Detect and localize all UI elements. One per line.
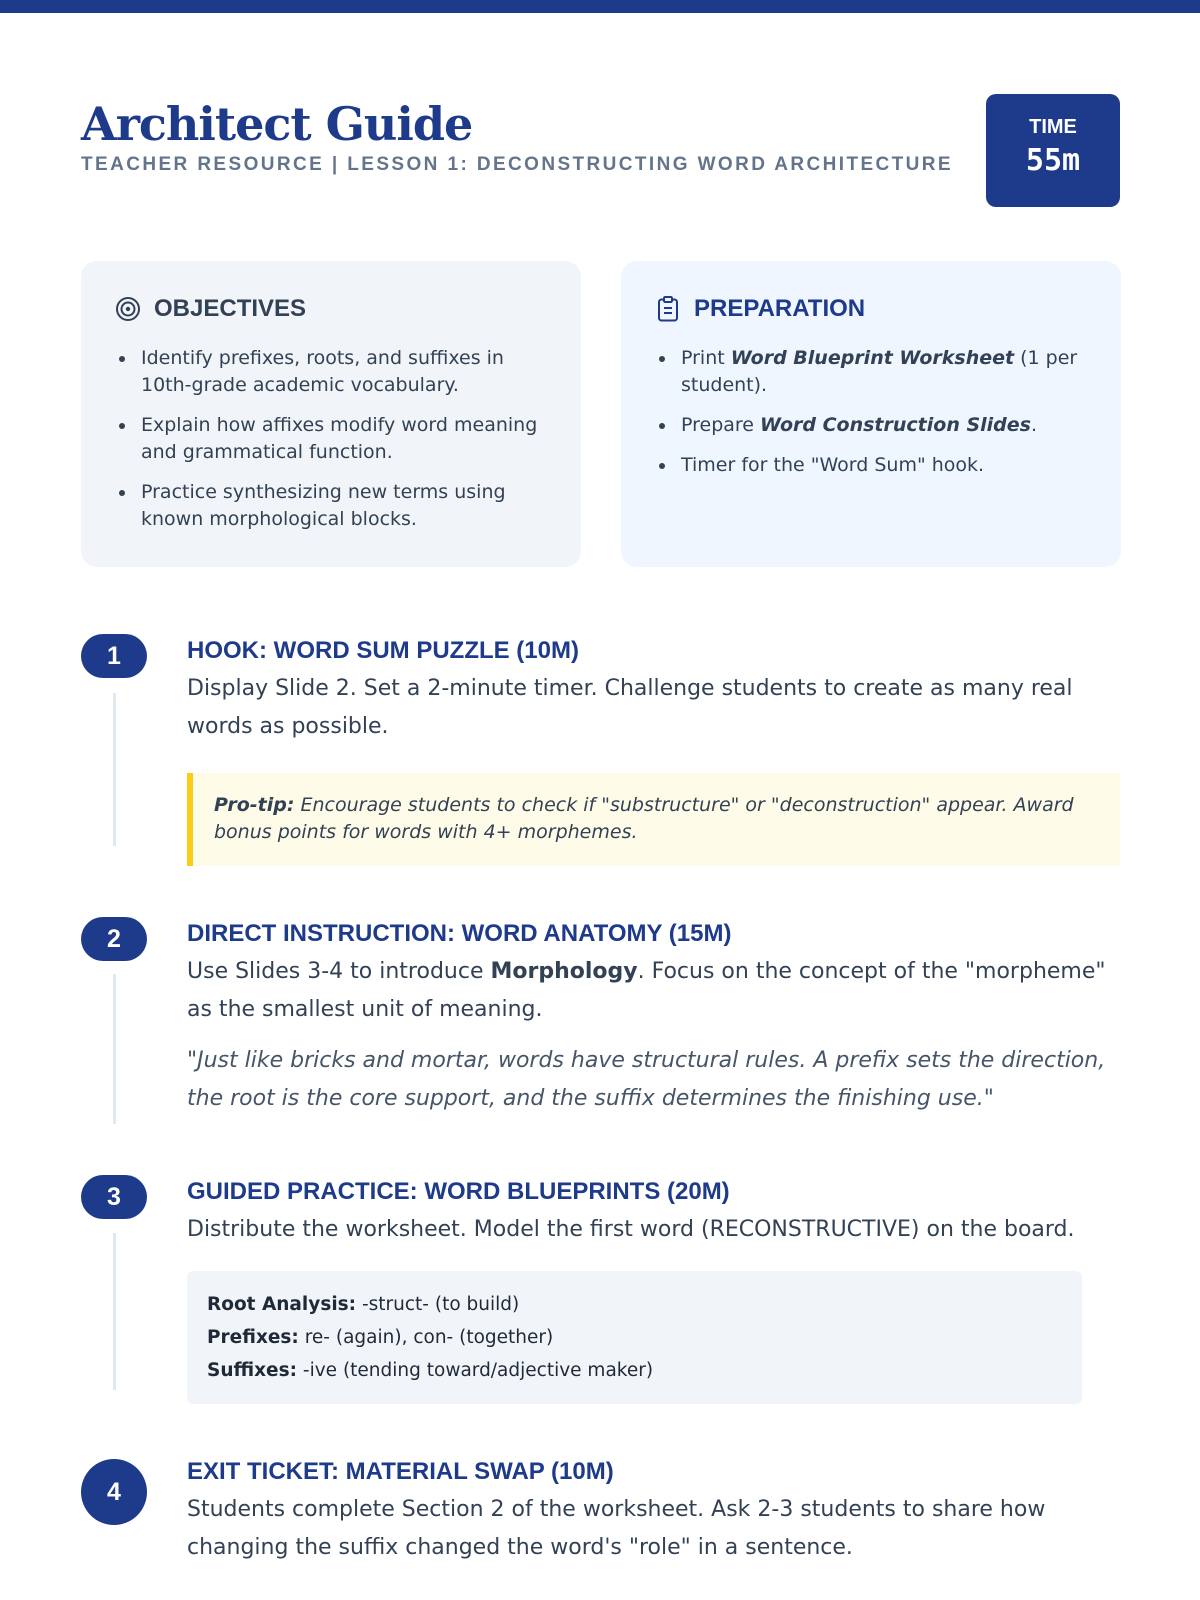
preparation-card xyxy=(621,261,1121,567)
analysis-line: Prefixes: re- (again), con- (together) xyxy=(207,1327,554,1348)
analysis-line: Suffixes: -ive (tending toward/adjective maker) xyxy=(207,1360,654,1381)
target-icon xyxy=(115,296,141,322)
objective-item: Explain how affixes modify word meaning and grammatical function. xyxy=(141,412,547,466)
step-text: Distribute the worksheet. Model the first word (RECONSTRUCTIVE) on the board. xyxy=(187,1217,1075,1242)
time-label: TIME xyxy=(1029,116,1077,138)
word-analysis-box xyxy=(187,1271,1082,1404)
page-header xyxy=(81,92,1120,207)
step-text: Display Slide 2. Set a 2-minute timer. Challenge students to create as many real words as possible. xyxy=(187,676,1073,739)
objective-item: Practice synthesizing new terms using known morphological blocks. xyxy=(141,479,547,533)
step-text: Use Slides 3-4 to introduce Morphology. Focus on the concept of the "morpheme" as the smallest unit of meaning. xyxy=(187,959,1106,1022)
preparation-item: Print Word Blueprint Worksheet (1 per student). xyxy=(681,345,1087,399)
time-badge xyxy=(986,94,1120,207)
analysis-line: Root Analysis: -struct- (to build) xyxy=(207,1294,520,1315)
page-subtitle: TEACHER RESOURCE | LESSON 1: DECONSTRUCTING WORD ARCHITECTURE xyxy=(81,154,953,175)
step-number: 2 xyxy=(81,917,147,961)
preparation-item: Timer for the "Word Sum" hook. xyxy=(681,452,1087,479)
preparation-item: Prepare Word Construction Slides. xyxy=(681,412,1087,439)
step-text: Students complete Section 2 of the worksheet. Ask 2-3 students to share how changing the suffix changed the word's "role" in a sentence. xyxy=(187,1497,1046,1560)
pro-tip-callout: Pro-tip: Encourage students to check if "substructure" or "deconstruction" appear. Award bonus points for words with 4+ morphemes. xyxy=(187,773,1120,866)
step-title: EXIT TICKET: MATERIAL SWAP (10M) xyxy=(187,1458,614,1485)
objectives-list xyxy=(115,345,547,533)
step-connector xyxy=(113,974,116,1124)
preparation-title: PREPARATION xyxy=(694,295,866,322)
clipboard-icon xyxy=(655,296,681,322)
objective-item: Identify prefixes, roots, and suffixes in 10th-grade academic vocabulary. xyxy=(141,345,547,399)
step-title: HOOK: WORD SUM PUZZLE (10M) xyxy=(187,637,579,664)
time-value: 55m xyxy=(1025,143,1081,178)
instruction-quote: "Just like bricks and mortar, words have structural rules. A prefix sets the direction, the root is the core support, and the suffix determines the finishing use." xyxy=(187,1048,1106,1111)
page-title: Architect Guide xyxy=(81,97,473,151)
top-accent-bar xyxy=(0,0,1200,13)
objectives-title: OBJECTIVES xyxy=(154,295,307,322)
step-number: 3 xyxy=(81,1175,147,1219)
step-title: GUIDED PRACTICE: WORD BLUEPRINTS (20M) xyxy=(187,1178,730,1205)
step-connector xyxy=(113,1233,116,1390)
step-title: DIRECT INSTRUCTION: WORD ANATOMY (15M) xyxy=(187,920,732,947)
step-number: 4 xyxy=(81,1459,147,1525)
objectives-card xyxy=(81,261,581,567)
preparation-list xyxy=(655,345,1087,479)
step-number: 1 xyxy=(81,634,147,678)
step-connector xyxy=(113,693,116,846)
